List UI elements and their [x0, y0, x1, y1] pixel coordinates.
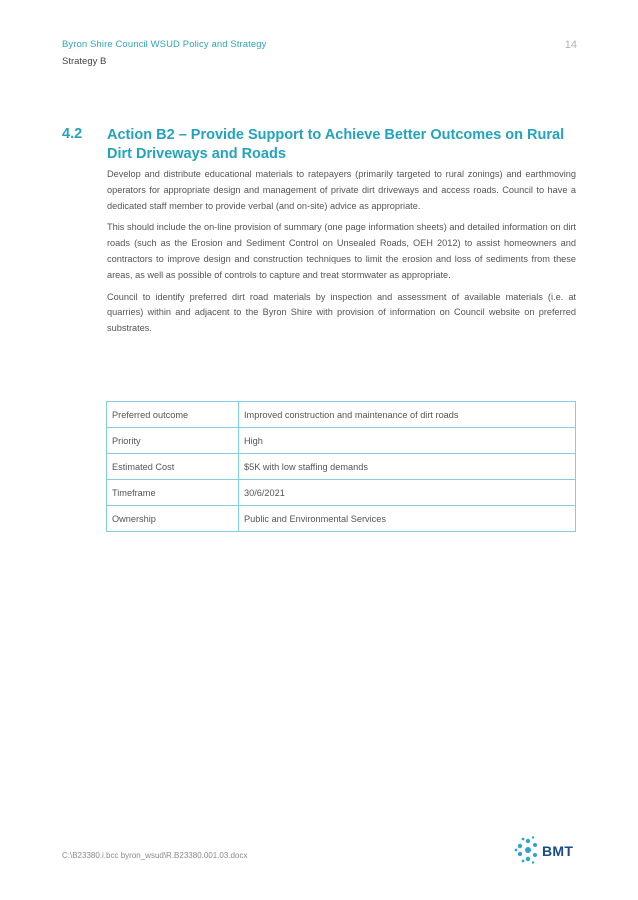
paragraph: This should include the on-line provision of summary (one page information sheets) and detailed information on dirt roads (such as the Erosion and Sediment Control on Unsealed Roads, OEH 2012) to assist homeowners and contractors to improve design and construction techniques to limit the erosion and loss of sediments from these areas, as well as possible of controls to capture and treat stormwater as appropriate.: [107, 222, 576, 280]
row-value: Public and Environmental Services: [239, 506, 576, 532]
row-label: Priority: [107, 428, 239, 454]
row-value: 30/6/2021: [239, 480, 576, 506]
header-doc-title: Byron Shire Council WSUD Policy and Strategy: [62, 39, 267, 50]
body-text: [107, 167, 576, 343]
logo-text: BMT: [542, 843, 574, 859]
row-label: Timeframe: [107, 480, 239, 506]
table-row: [107, 454, 576, 480]
row-label: Estimated Cost: [107, 454, 239, 480]
section-number: 4.2: [62, 126, 83, 142]
paragraph: Council to identify preferred dirt road materials by inspection and assessment of available materials (i.e. at quarries) within and adjacent to the Byron Shire with provision of information on Council website on preferred substrates.: [107, 291, 576, 334]
paragraph: Develop and distribute educational materials to ratepayers (primarily targeted to rural zonings) and earthmoving operators for appropriate design and management of private dirt driveways and access roads. Council to have a dedicated staff member to provide verbal (and on-site) advice as appropriate.: [107, 169, 576, 211]
footer-file-path: C:\B23380.i.bcc byron_wsud\R.B23380.001.03.docx: [62, 851, 248, 860]
action-summary-table: [106, 401, 576, 532]
page-number: 14: [564, 39, 577, 51]
row-value: High: [239, 428, 576, 454]
table-row: [107, 506, 576, 532]
header-section-name: Strategy B: [62, 56, 107, 67]
section-title: Action B2 – Provide Support to Achieve Better Outcomes on Rural Dirt Driveways and Roads: [107, 127, 565, 162]
table-row: [107, 480, 576, 506]
row-label: Preferred outcome: [107, 402, 239, 428]
row-value: Improved construction and maintenance of dirt roads: [239, 402, 576, 428]
table-row: [107, 402, 576, 428]
table-row: [107, 428, 576, 454]
row-value: $5K with low staffing demands: [239, 454, 576, 480]
row-label: Ownership: [107, 506, 239, 532]
